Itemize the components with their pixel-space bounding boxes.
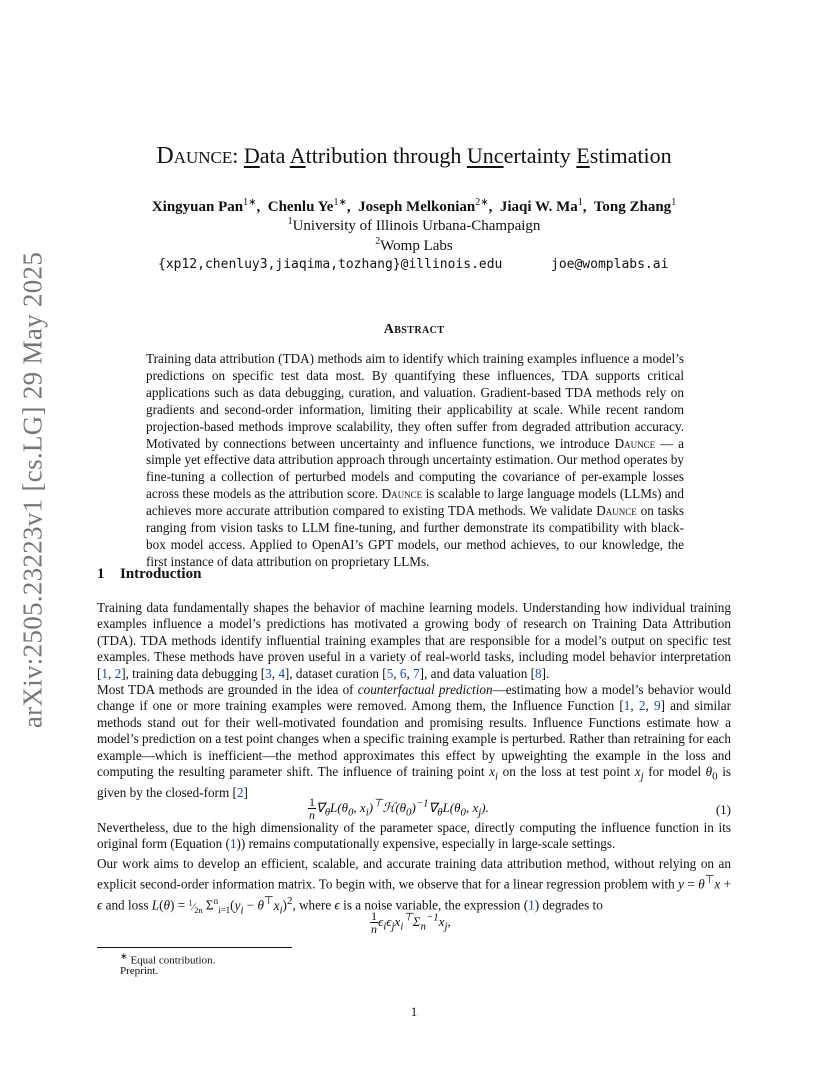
section-heading-introduction: 1 Introduction [97,566,202,582]
email-womplabs: joe@womplabs.ai [551,257,669,272]
citation-link[interactable]: 4 [278,665,285,681]
citation-link[interactable]: 6 [399,665,407,681]
intro-paragraph-3: Nevertheless, due to the high dimensionality of the parameter space, directly computing the influence function in its original form (Equation (1)) remains computationally expensive, especially in large-scale settings. [97,820,731,852]
citation-link[interactable]: 5 [386,665,394,681]
equation-reference[interactable]: 1 [229,836,237,852]
paper-title: Daunce: Data Attribution through Uncertainty Estimation [156,143,672,169]
equation-number: (1) [715,802,731,817]
citation-link[interactable]: 7 [413,665,420,681]
affiliation-2: $^2$Womp Labs [375,236,453,254]
affiliation-1: $^1$University of Illinois Urbana-Champaign [287,216,541,234]
intro-paragraph-4: Our work aims to develop an efficient, scalable, and accurate training data attribution method, without relying on an explicit second-order information matrix. To begin with, we observe that for a linear regression problem with y = θ⊤x + ϵ and loss $L(\theta) = ^1⁄_{2n}$ $\Sigma^n_{i=1}(y_i - \theta^⊤x_i)^2$, where ϵ is a noise variable, the expression (1) degrades to [97,856,731,917]
equation-reference[interactable]: 1 [528,897,535,913]
citation-link[interactable]: 1 [623,698,631,714]
email-illinois: {xp12,chenluy3,jiaqima,tozhang}@illinois.edu [158,257,503,272]
intro-paragraph-1: Training data fundamentally shapes the behavior of machine learning models. Understanding how individual training examples influence a model’s predictions has motivated a growing body of research on Training Data Attribution (TDA). TDA methods identify influential training examples that are responsible for a model’s output on specific test examples. These methods have proven useful in a variety of real-world tasks, including model behavior interpretation [1, 2], training data debugging [3, 4], dataset curation [5, 6, 7], and data valuation [8]. [97,600,731,681]
citation-link[interactable]: 2 [236,785,244,801]
footnote-preprint: Preprint. [120,965,159,977]
equation-1: $\frac{1}{n}$ $\nabla_\theta L(\theta_0$, $x_i)^⊤ℋ(\theta_0)^{-1}\nabla_\theta L(\theta_0$, $x_j$). [309,795,489,822]
footnote-divider [97,947,292,948]
intro-paragraph-2: Most TDA methods are grounded in the idea of counterfactual prediction—estimating how a model’s behavior would change if one or more training examples were removed. Among them, the Influence Function [1, 2, 9] and similar methods stand out for their well-motivated foundation and promising results. Influence Functions estimate how a model’s prediction on a test point changes when a specific training example is perturbed. Rather than retraining for each example—which is inefficient—the method approximates this effect by upweighting the example in the loss and computing the resulting parameter shift. The influence of training point $x_i$ on the loss at test point $x_j$ for model $\theta_0$ is given by the closed-form [2] [97,682,732,801]
citation-link[interactable]: 2 [638,698,646,714]
citation-link[interactable]: 1 [101,665,108,681]
arxiv-identifier: arXiv:2505.23223v1 [cs.LG] 29 May 2025 [17,251,48,729]
equation-2: $\frac{1}{n}$ $\epsilon_i\epsilon_jx_i^⊤\Sigma_n^{-1}x_j$, [371,909,451,936]
abstract-body: Training data attribution (TDA) methods aim to identify which training examples influence a model’s predictions on specific test data most. By quantifying these influences, TDA supports critical applications such as data debugging, curation, and valuation. Gradient-based TDA methods rely on gradients and second-order information, limiting their applicability at scale. While recent random projection-based methods improve scalability, they often suffer from degraded attribution accuracy. Motivated by connections between uncertainty and influence functions, we introduce Daunce — a simple yet effective data attribution approach through uncertainty estimation. Our method operates by fine-tuning a collection of perturbed models and computing the covariance of per-example losses across these models as the attribution score. Daunce is scalable to large language models (LLMs) and achieves more accurate attribution compared to existing TDA methods. We validate Daunce on tasks ranging from vision tasks to LLM fine-tuning, and further demonstrate its compatibility with black-box model access. Applied to OpenAI’s GPT models, our method achieves, to our knowledge, the first instance of data attribution on proprietary LLMs. [146,351,685,569]
author-list: Xingyuan Pan$^{1∗}$, Chenlu $Ye^{1∗}$, Joseph Melkonian$^{2∗}$, Jiaqi W. Ma$^1$, Tong Zhang$^1$ [151,197,677,215]
citation-link[interactable]: 2 [114,665,122,681]
citation-link[interactable]: 3 [265,665,272,681]
abstract-heading: Abstract [383,322,445,337]
citation-link[interactable]: 9 [653,698,661,714]
citation-link[interactable]: 8 [535,665,542,681]
page-number: 1 [410,1004,418,1019]
footnote-equal-contribution: ∗ Equal contribution. [120,951,216,967]
